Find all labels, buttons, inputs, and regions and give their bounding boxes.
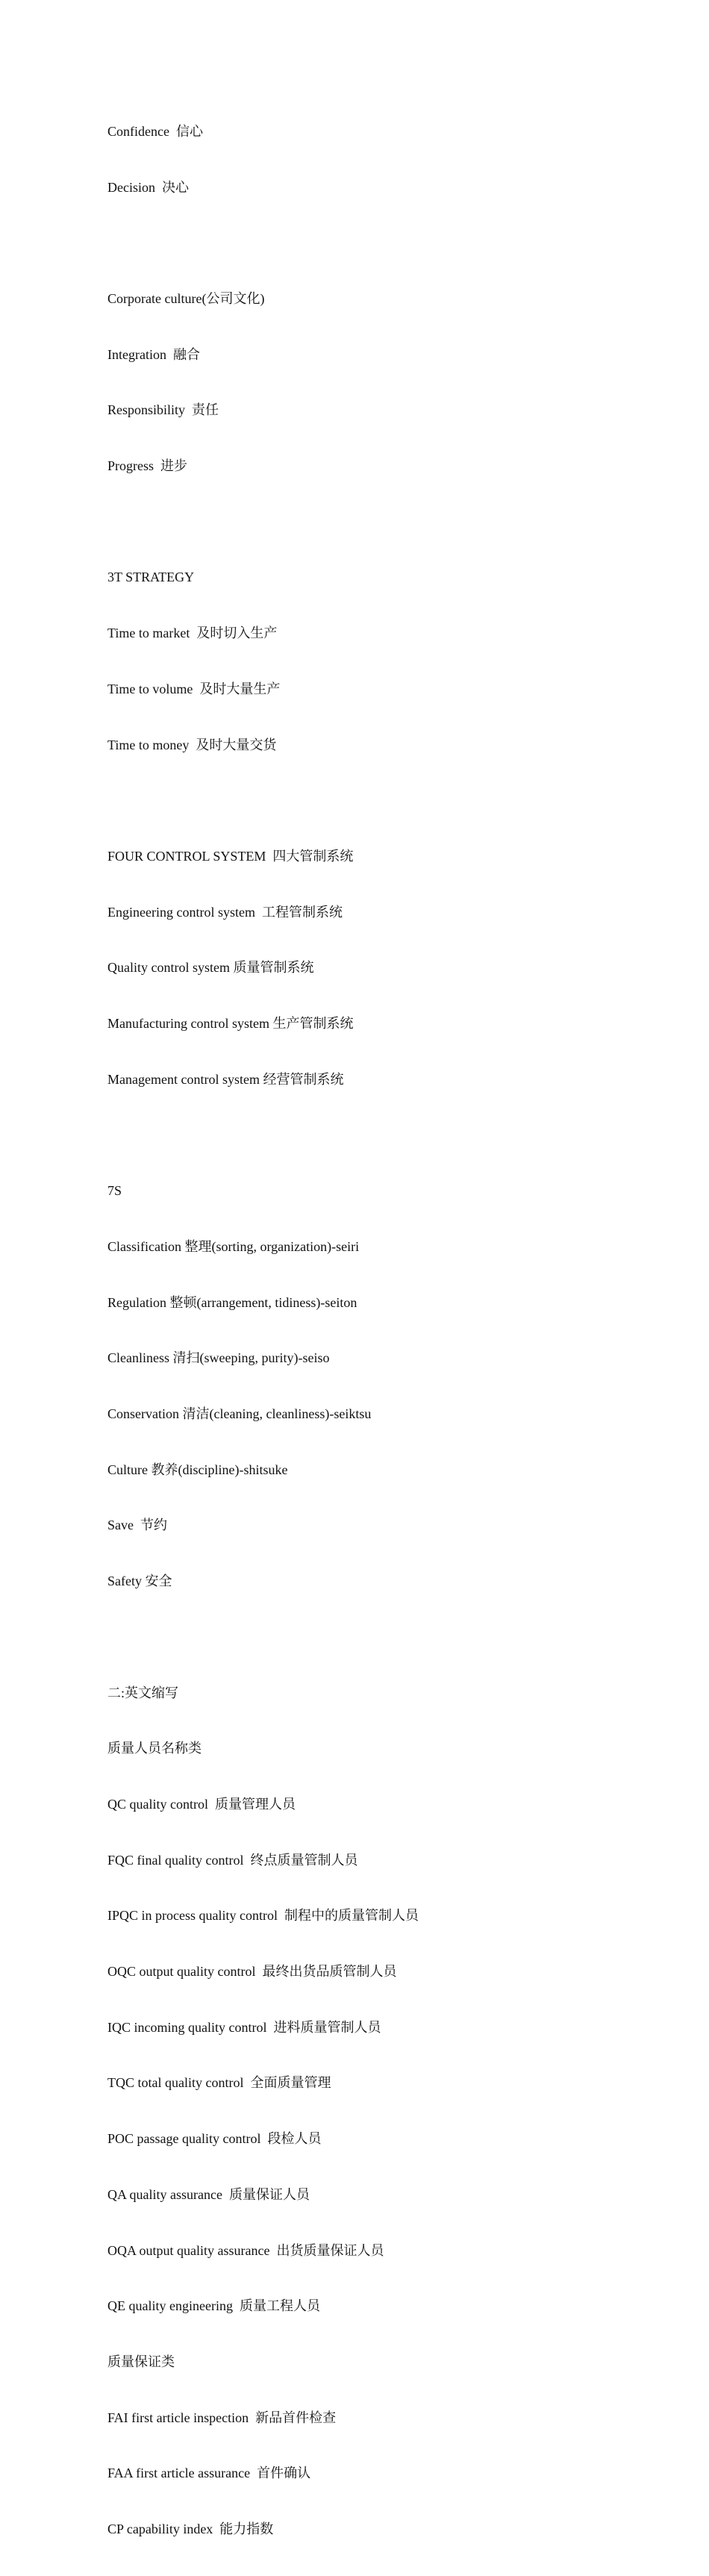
text-line: IQC incoming quality control 进料质量管制人员: [107, 2019, 381, 2035]
text-line: QE quality engineering 质量工程人员: [107, 2298, 320, 2314]
text-line: Integration 融合: [107, 346, 200, 362]
section-heading-7s: 7S: [107, 1183, 122, 1199]
section-heading-four-control-system: FOUR CONTROL SYSTEM 四大管制系统: [107, 848, 354, 864]
blank-line: [107, 234, 675, 252]
text-line: Engineering control system 工程管制系统: [107, 904, 343, 920]
document-body: [107, 85, 675, 2576]
text-line: Manufacturing control system 生产管制系统: [107, 1016, 354, 1032]
text-line: Time to volume 及时大量生产: [107, 681, 281, 696]
text-line: Save 节约: [107, 1518, 167, 1533]
text-line: CP capability index 能力指数: [107, 2522, 274, 2537]
subsection-heading-quality-personnel: 质量人员名称类: [107, 1741, 202, 1756]
blank-line: [107, 513, 675, 531]
text-line: IPQC in process quality control 制程中的质量管制人员: [107, 1908, 419, 1924]
text-line: Responsibility 责任: [107, 402, 219, 418]
text-line: Regulation 整顿(arrangement, tidiness)-seiton: [107, 1294, 357, 1310]
text-line: OQC output quality control 最终出货品质管制人员: [107, 1964, 397, 1980]
section-heading-corporate-culture: Corporate culture(公司文化): [107, 290, 265, 306]
text-line: Classification 整理(sorting, organization)-seiri: [107, 1238, 360, 1254]
subsection-heading-quality-assurance: 质量保证类: [107, 2354, 175, 2369]
text-line: Cleanliness 清扫(sweeping, purity)-seiso: [107, 1350, 330, 1366]
blank-line: [107, 1126, 675, 1144]
text-line: Progress 进步: [107, 458, 187, 474]
blank-line: [107, 1628, 675, 1647]
text-line: Confidence 信心: [107, 123, 203, 139]
text-line: QC quality control 质量管理人员: [107, 1796, 296, 1812]
text-line: Culture 教养(discipline)-shitsuke: [107, 1462, 288, 1477]
text-line: TQC total quality control 全面质量管理: [107, 2075, 331, 2091]
text-line: FQC final quality control 终点质量管制人员: [107, 1852, 358, 1868]
text-line: Time to market 及时切入生产: [107, 626, 278, 641]
text-line: OQA output quality assurance 出货质量保证人员: [107, 2242, 384, 2258]
text-line: POC passage quality control 段检人员: [107, 2131, 322, 2147]
text-line: Management control system 经营管制系统: [107, 1071, 344, 1087]
text-line: QA quality assurance 质量保证人员: [107, 2186, 310, 2202]
text-line: FAI first article inspection 新品首件检查: [107, 2410, 337, 2425]
text-line: Safety 安全: [107, 1574, 172, 1589]
section-heading-3t-strategy: 3T STRATEGY: [107, 570, 195, 585]
text-line: FAA first article assurance 首件确认: [107, 2466, 311, 2481]
text-line: Quality control system 质量管制系统: [107, 960, 314, 976]
blank-line: [107, 791, 675, 810]
section-heading-abbreviations: 二:英文缩写: [107, 1685, 179, 1700]
text-line: Conservation 清洁(cleaning, cleanliness)-seiktsu: [107, 1406, 372, 1421]
text-line: Decision 决心: [107, 179, 189, 195]
text-line: Time to money 及时大量交货: [107, 737, 277, 752]
